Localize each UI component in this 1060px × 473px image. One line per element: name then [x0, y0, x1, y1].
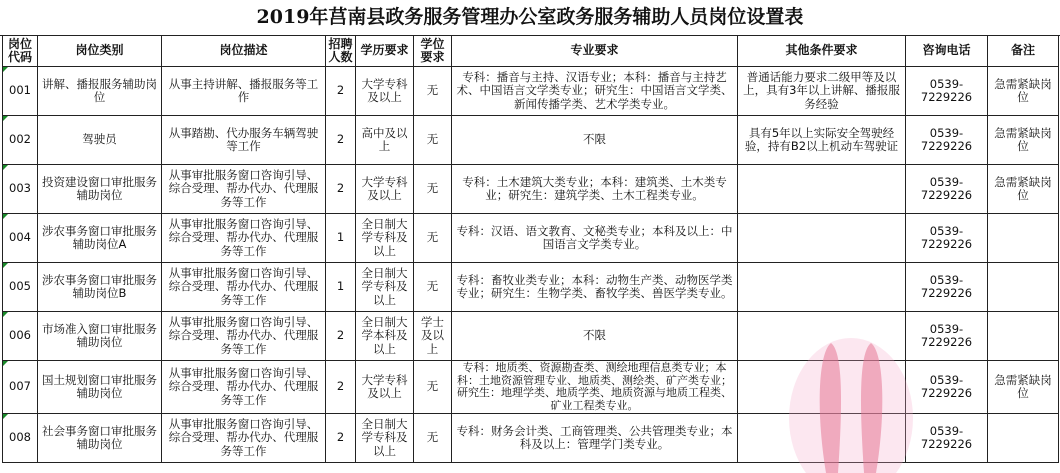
header-code: 岗位代码: [3, 36, 38, 67]
cell-category: 社会事务窗口审批服务辅助岗位: [38, 414, 162, 463]
header-description: 岗位描述: [162, 36, 326, 67]
cell-category: 涉农事务窗口审批服务辅助岗位A: [38, 214, 162, 263]
cell-major: 专科：汉语、语文教育、文秘类专业；本科及以上：中国语言文学类专业。: [452, 214, 738, 263]
cell-count: 1: [326, 214, 356, 263]
cell-count: 2: [326, 312, 356, 361]
cell-phone: 0539-7229226: [906, 67, 988, 116]
cell-education: 全日制大学专科及以上: [356, 263, 414, 312]
cell-description: 从事审批服务窗口咨询引导、综合受理、帮办代办、代理服务等工作: [162, 165, 326, 214]
cell-phone: 0539-7229226: [906, 165, 988, 214]
cell-major: 不限: [452, 116, 738, 165]
cell-education: 全日制大学专科及以上: [356, 414, 414, 463]
cell-education: 大学专科及以上: [356, 67, 414, 116]
cell-degree: 无: [414, 165, 452, 214]
cell-remark: 急需紧缺岗位: [988, 67, 1059, 116]
cell-code: 001: [3, 67, 38, 116]
cell-code: 007: [3, 361, 38, 414]
cell-remark: 急需紧缺岗位: [988, 361, 1059, 414]
cell-remark: [988, 263, 1059, 312]
cell-other: 普通话能力要求二级甲等及以上，具有3年以上讲解、播报服务经验: [738, 67, 906, 116]
cell-phone: 0539-7229226: [906, 263, 988, 312]
cell-remark: [988, 414, 1059, 463]
cell-other: [738, 312, 906, 361]
cell-major: 专科：财务会计类、工商管理类、公共管理类专业；本科及以上：管理学门类专业。: [452, 414, 738, 463]
table-row: [3, 414, 1059, 463]
cell-description: 从事主持讲解、播报服务等工作: [162, 67, 326, 116]
cell-degree: 无: [414, 361, 452, 414]
table-row: [3, 67, 1059, 116]
table-row: [3, 165, 1059, 214]
cell-education: 高中及以上: [356, 116, 414, 165]
cell-description: 从事审批服务窗口咨询引导、综合受理、帮办代办、代理服务等工作: [162, 214, 326, 263]
cell-degree: 无: [414, 214, 452, 263]
cell-remark: [988, 214, 1059, 263]
cell-phone: 0539-7229226: [906, 116, 988, 165]
header-other: 其他条件要求: [738, 36, 906, 67]
header-education: 学历要求: [356, 36, 414, 67]
cell-code: 004: [3, 214, 38, 263]
cell-count: 2: [326, 116, 356, 165]
cell-education: 大学专科及以上: [356, 165, 414, 214]
cell-phone: 0539-7229226: [906, 361, 988, 414]
cell-count: 2: [326, 414, 356, 463]
cell-category: 涉农事务窗口审批服务辅助岗位B: [38, 263, 162, 312]
cell-phone: 0539-7229226: [906, 312, 988, 361]
cell-count: 2: [326, 361, 356, 414]
header-row: [3, 36, 1059, 67]
table-row: [3, 361, 1059, 414]
cell-degree: 无: [414, 116, 452, 165]
cell-count: 2: [326, 67, 356, 116]
cell-education: 全日制大学专科及以上: [356, 214, 414, 263]
cell-category: 驾驶员: [38, 116, 162, 165]
cell-remark: [988, 312, 1059, 361]
cell-other: [738, 361, 906, 414]
header-remark: 备注: [988, 36, 1059, 67]
cell-other: [738, 263, 906, 312]
header-phone: 咨询电话: [906, 36, 988, 67]
cell-other: [738, 414, 906, 463]
cell-degree: 无: [414, 414, 452, 463]
cell-other: [738, 165, 906, 214]
cell-code: 002: [3, 116, 38, 165]
table-row: [3, 214, 1059, 263]
cell-category: 讲解、播报服务辅助岗位: [38, 67, 162, 116]
cell-degree: 无: [414, 263, 452, 312]
table-row: [3, 312, 1059, 361]
header-category: 岗位类别: [38, 36, 162, 67]
cell-major: 专科：播音与主持、汉语专业；本科：播音与主持艺术、中国语言文学类专业；研究生：中国语言文学类、新闻传播学类、艺术学类专业。: [452, 67, 738, 116]
header-degree: 学位要求: [414, 36, 452, 67]
cell-education: 全日制大学本科及以上: [356, 312, 414, 361]
cell-education: 大学专科及以上: [356, 361, 414, 414]
cell-description: 从事审批服务窗口咨询引导、综合受理、帮办代办、代理服务等工作: [162, 414, 326, 463]
cell-category: 市场准入窗口审批服务辅助岗位: [38, 312, 162, 361]
position-table: [2, 35, 1059, 463]
cell-description: 从事踏勘、代办服务车辆驾驶等工作: [162, 116, 326, 165]
cell-code: 003: [3, 165, 38, 214]
cell-phone: 0539-7229226: [906, 214, 988, 263]
cell-category: 投资建设窗口审批服务辅助岗位: [38, 165, 162, 214]
page-title: 2019年莒南县政务服务管理办公室政务服务辅助人员岗位设置表: [0, 0, 1060, 36]
cell-degree: 学士及以上: [414, 312, 452, 361]
cell-description: 从事审批服务窗口咨询引导、综合受理、帮办代办、代理服务等工作: [162, 361, 326, 414]
table-row: [3, 116, 1059, 165]
cell-remark: 急需紧缺岗位: [988, 165, 1059, 214]
cell-code: 005: [3, 263, 38, 312]
header-major: 专业要求: [452, 36, 738, 67]
cell-code: 006: [3, 312, 38, 361]
cell-count: 2: [326, 165, 356, 214]
cell-degree: 无: [414, 67, 452, 116]
cell-other: 具有5年以上实际安全驾驶经验，持有B2以上机动车驾驶证: [738, 116, 906, 165]
cell-count: 1: [326, 263, 356, 312]
cell-category: 国土规划窗口审批服务辅助岗位: [38, 361, 162, 414]
header-count: 招聘人数: [326, 36, 356, 67]
cell-major: 专科：畜牧业类专业；本科：动物生产类、动物医学类专业；研究生：生物学类、畜牧学类、兽医学类专业。: [452, 263, 738, 312]
cell-major: 专科：土木建筑大类专业；本科：建筑类、土木类专业；研究生：建筑学类、土木工程类专业。: [452, 165, 738, 214]
cell-phone: 0539-7229226: [906, 414, 988, 463]
cell-remark: 急需紧缺岗位: [988, 116, 1059, 165]
table-row: [3, 263, 1059, 312]
cell-other: [738, 214, 906, 263]
cell-major: 专科：地质类、资源勘查类、测绘地理信息类专业；本科：土地资源管理专业、地质类、测绘类、矿产类专业；研究生：地理学类、地质学类、地质资源与地质工程类、矿业工程类专业。: [452, 361, 738, 414]
cell-description: 从事审批服务窗口咨询引导、综合受理、帮办代办、代理服务等工作: [162, 312, 326, 361]
cell-description: 从事审批服务窗口咨询引导、综合受理、帮办代办、代理服务等工作: [162, 263, 326, 312]
cell-major: 不限: [452, 312, 738, 361]
cell-code: 008: [3, 414, 38, 463]
